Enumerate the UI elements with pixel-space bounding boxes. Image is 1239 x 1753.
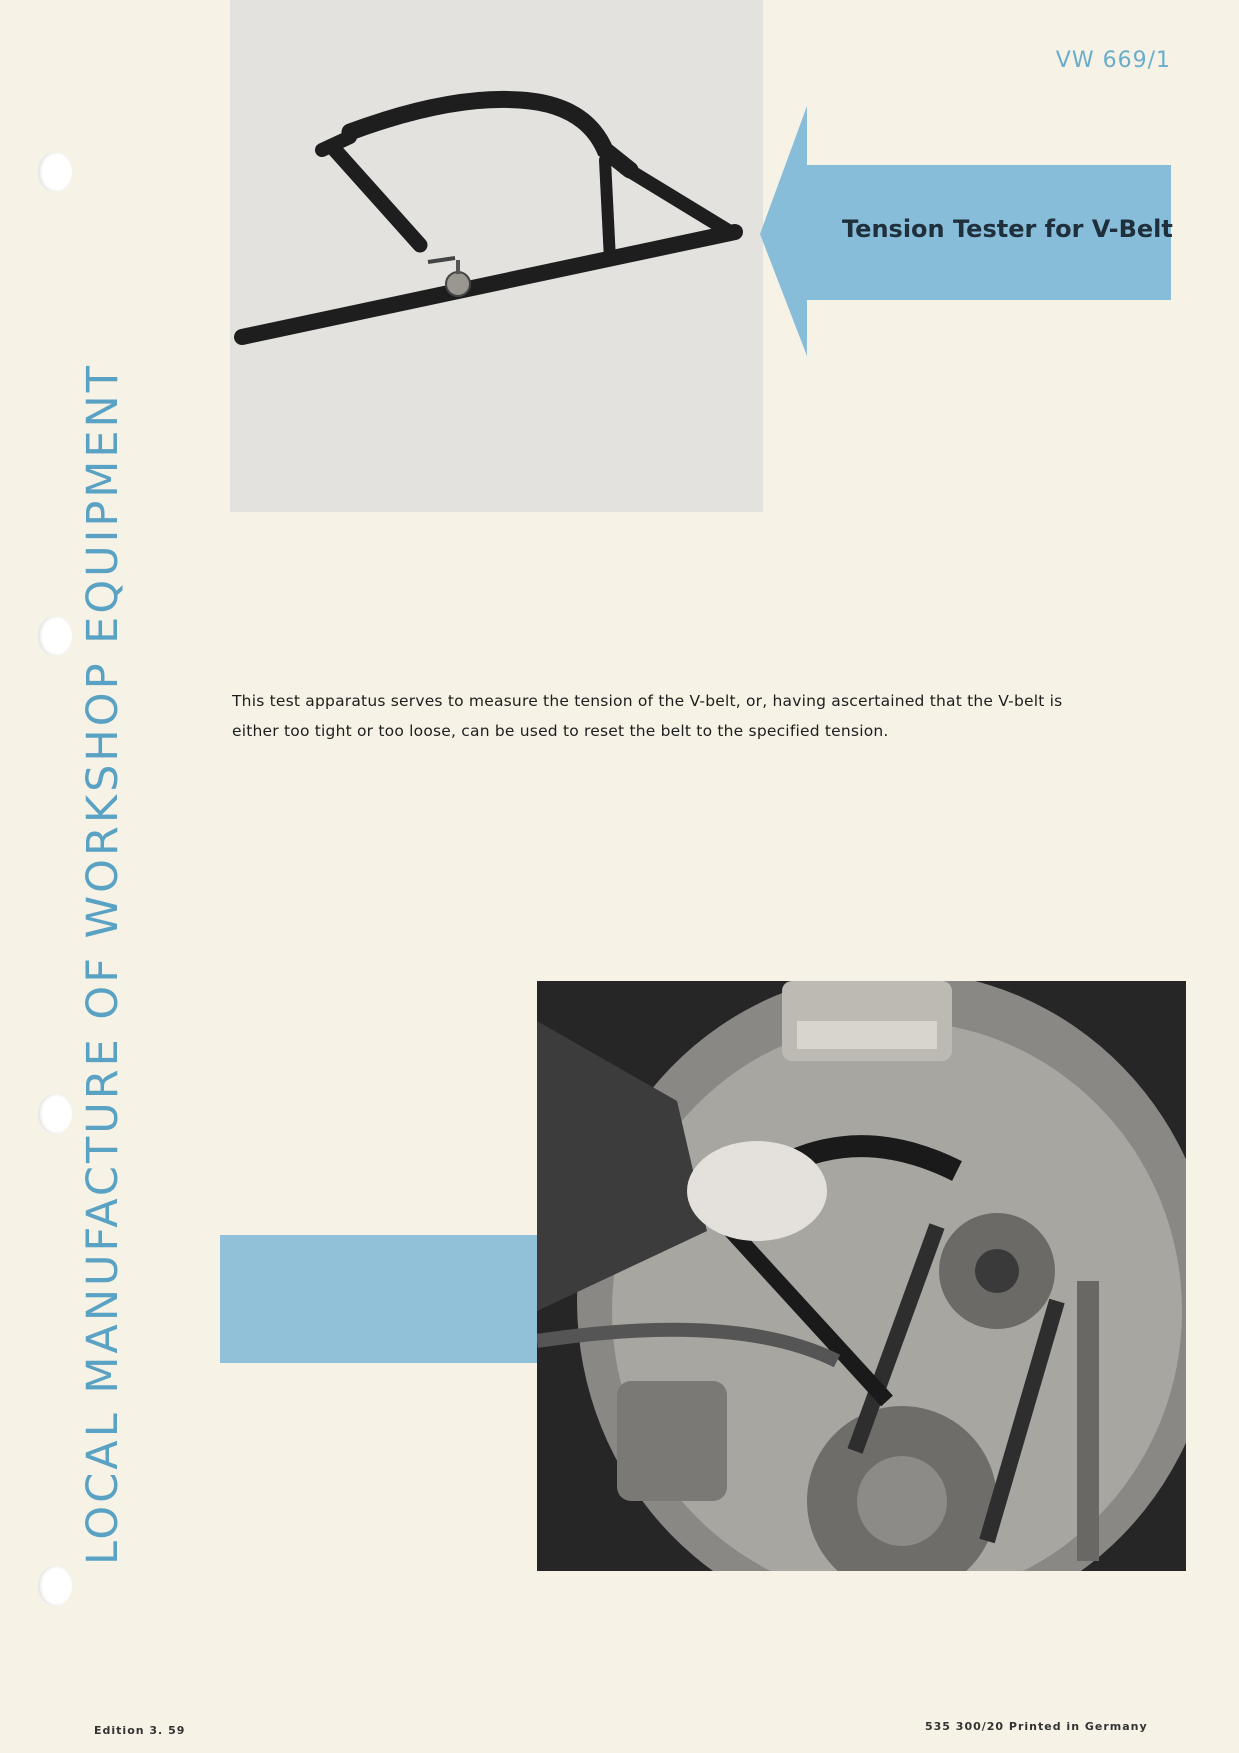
heading: Tension Tester for V-Belt bbox=[842, 215, 1173, 243]
side-title: LOCAL MANUFACTURE OF WORKSHOP EQUIPMENT bbox=[78, 363, 128, 1565]
punch-hole bbox=[38, 1566, 72, 1606]
document-number: VW 669/1 bbox=[1055, 48, 1171, 73]
description-line: either too tight or too loose, can be used to reset the belt to the specified tension. bbox=[232, 722, 889, 740]
description bbox=[232, 686, 1092, 746]
tool-photo bbox=[230, 0, 763, 512]
print-info: 535 300/20 Printed in Germany bbox=[925, 1720, 1148, 1733]
edition: Edition 3. 59 bbox=[94, 1724, 186, 1737]
punch-hole bbox=[38, 616, 72, 656]
punch-hole bbox=[38, 1094, 72, 1134]
engine-photo bbox=[537, 981, 1186, 1571]
punch-hole bbox=[38, 152, 72, 192]
description-line: This test apparatus serves to measure the tension of the V-belt, or, having ascertained that the V-belt is bbox=[232, 692, 1063, 710]
